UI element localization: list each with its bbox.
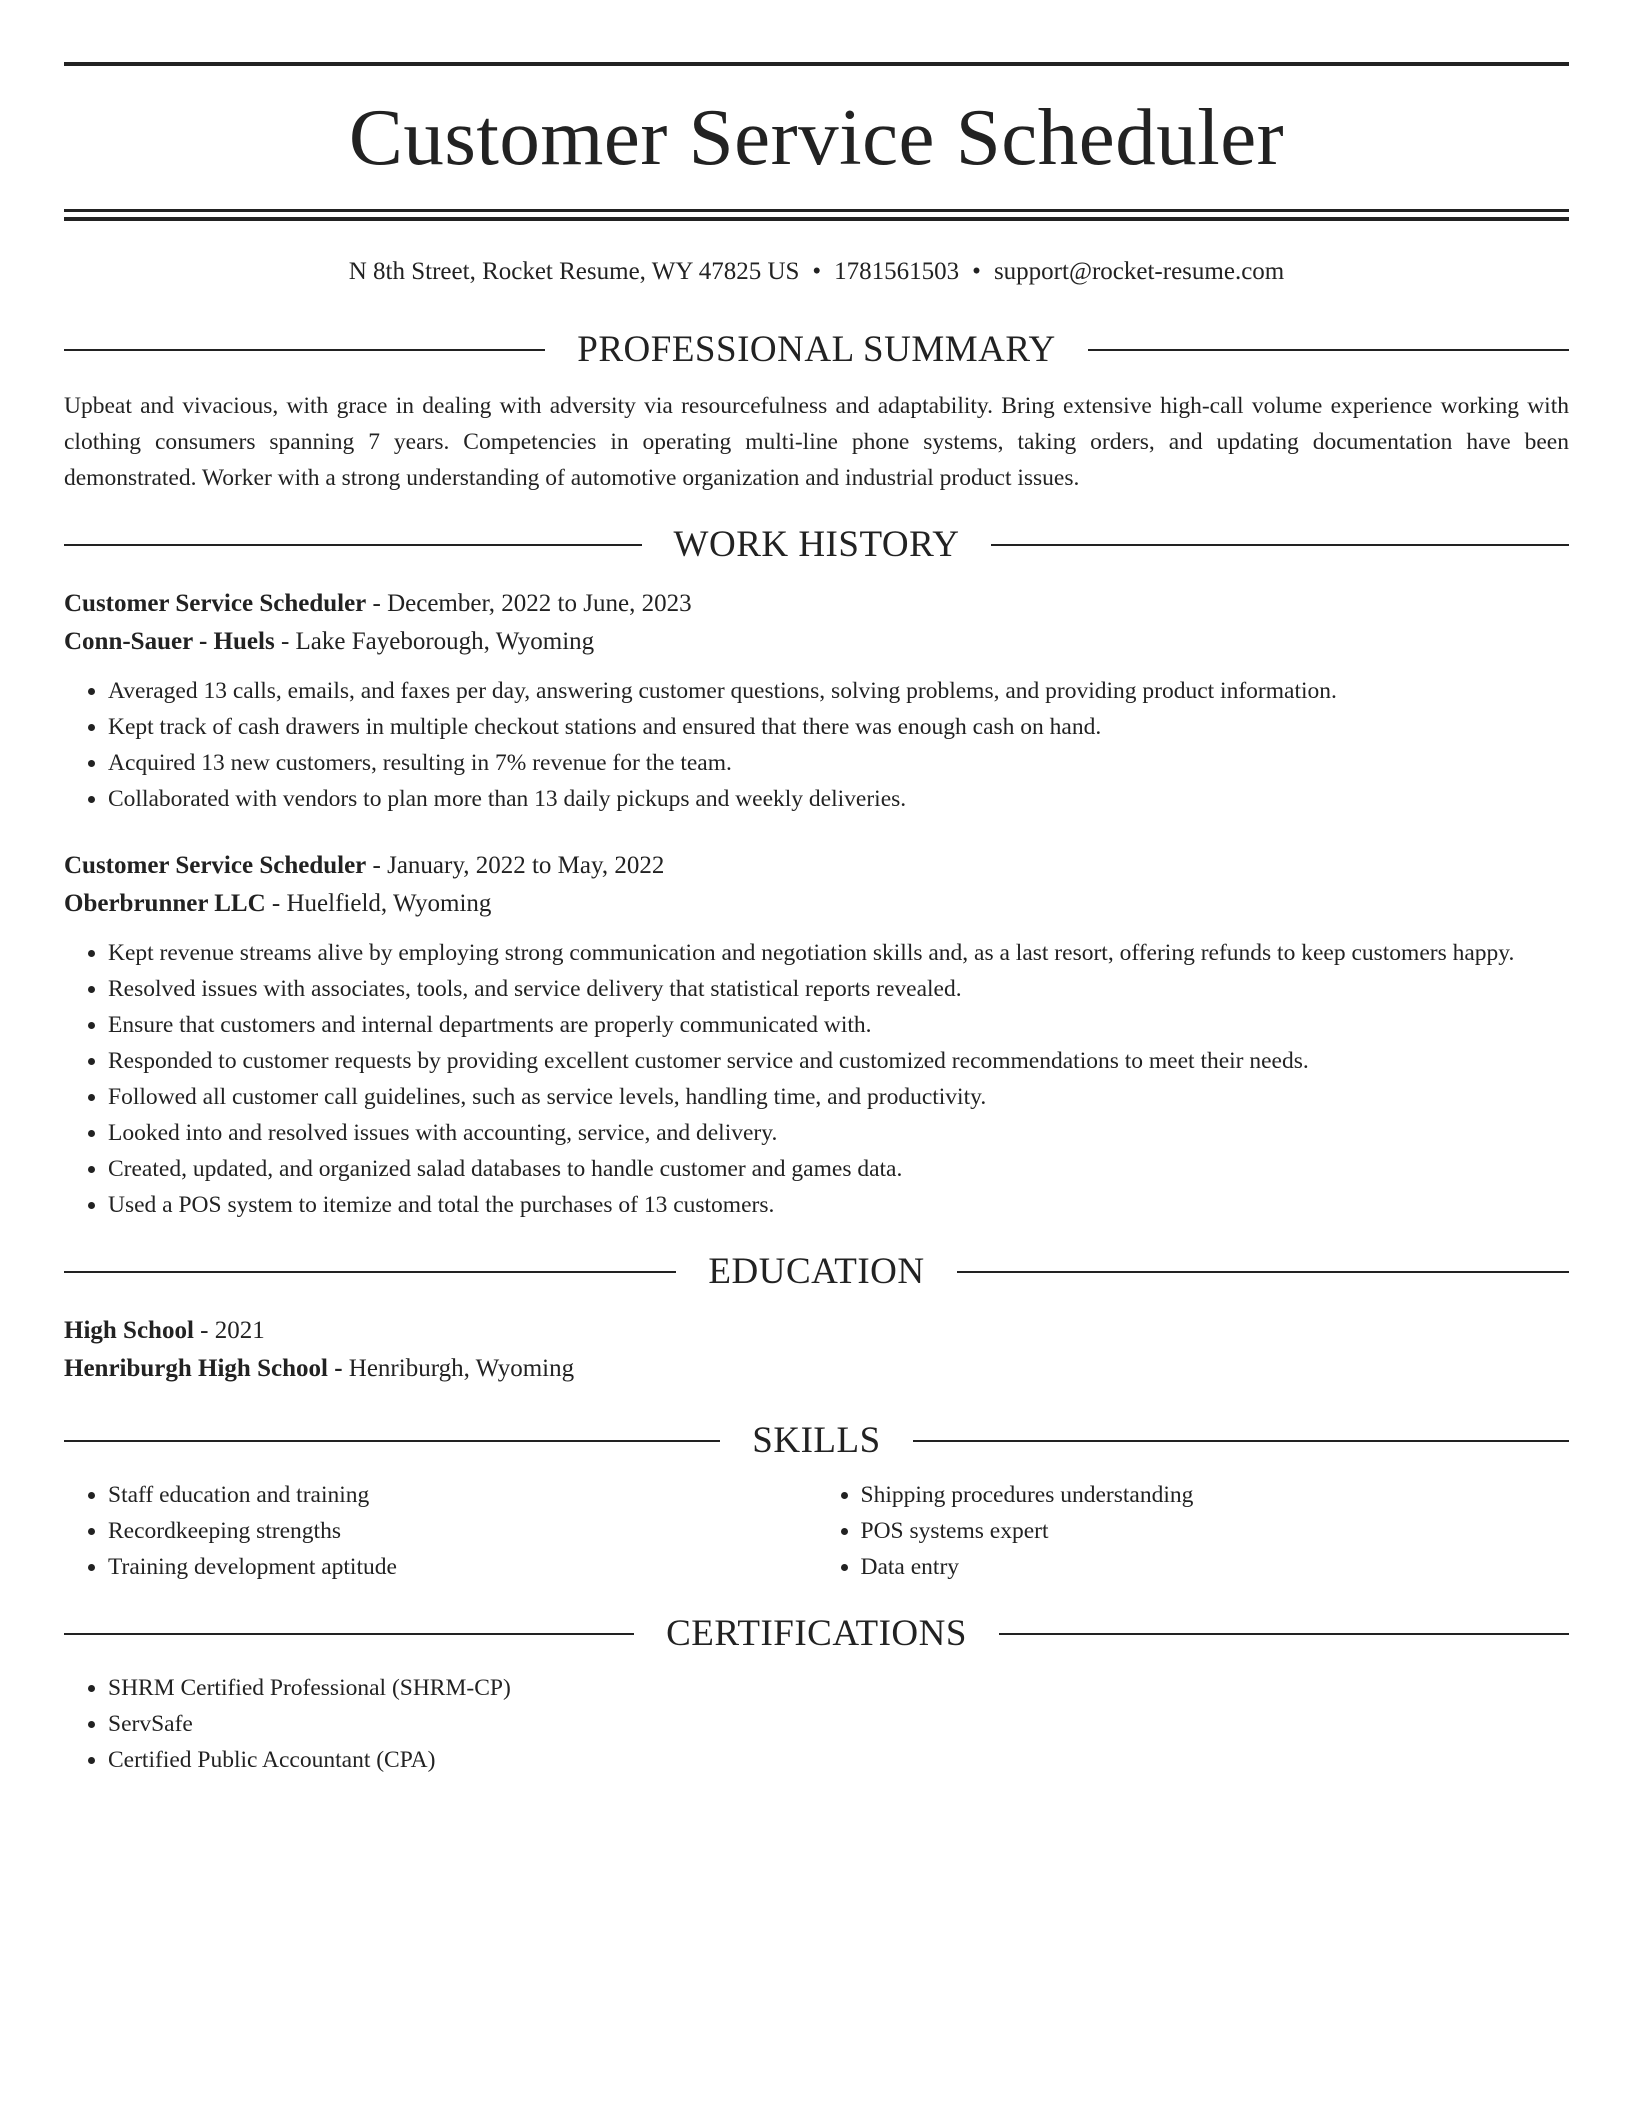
contact-line xyxy=(64,257,1569,287)
education-degree: High School xyxy=(64,1317,194,1344)
section-rule-left xyxy=(64,349,545,351)
contact-separator: • xyxy=(972,258,981,285)
list-item: • Averaged 13 calls, emails, and faxes per day, answering customer questions, solving problems, and providing product information. xyxy=(108,673,1569,709)
contact-address: N 8th Street, Rocket Resume, WY 47825 US xyxy=(348,258,800,285)
section-rule-right xyxy=(1088,349,1569,351)
job-title-line xyxy=(64,585,1569,623)
section-rule-right xyxy=(999,1633,1569,1635)
section-header-certifications xyxy=(64,1615,1569,1652)
section-title-skills: SKILLS xyxy=(752,1420,881,1461)
resume-name: Customer Service Scheduler xyxy=(348,92,1285,182)
job-company: Oberbrunner LLC xyxy=(64,890,266,917)
list-item: • Certified Public Accountant (CPA) xyxy=(108,1742,1569,1778)
section-rule-right xyxy=(991,544,1569,546)
header-double-rule xyxy=(64,209,1569,221)
list-item: • Responded to customer requests by providing excellent customer service and customized recommendations to meet their needs. xyxy=(108,1043,1569,1079)
section-title-summary: PROFESSIONAL SUMMARY xyxy=(577,329,1056,370)
certifications-list xyxy=(64,1670,1569,1778)
list-item: • Followed all customer call guidelines, such as service levels, handling time, and productivity. xyxy=(108,1079,1569,1115)
section-rule-left xyxy=(64,544,642,546)
section-title-education: EDUCATION xyxy=(708,1251,925,1292)
list-item: • Kept revenue streams alive by employing strong communication and negotiation skills and, as a last resort, offering refunds to keep customers happy. xyxy=(108,935,1569,971)
section-rule-left xyxy=(64,1440,720,1442)
header-top-rule xyxy=(64,62,1569,66)
list-item: • SHRM Certified Professional (SHRM-CP) xyxy=(108,1670,1569,1706)
section-rule-left xyxy=(64,1633,634,1635)
job-company-line xyxy=(64,885,1569,923)
contact-phone: 1781561503 xyxy=(834,258,960,285)
skills-list-right xyxy=(817,1477,1570,1585)
summary-paragraph: Upbeat and vivacious, with grace in dealing with adversity via resourcefulness and adaptability. Bring extensive high-call volume experience working with clothing consumers spanning 7 years. Competencies in operating multi-line phone systems, taking orders, and updating documentation have been demonstrated. Worker with a strong understanding of automotive organization and industrial product issues. xyxy=(64,393,1569,491)
section-title-certifications: CERTIFICATIONS xyxy=(666,1613,967,1654)
list-item: • Kept track of cash drawers in multiple checkout stations and ensured that there was enough cash on hand. xyxy=(108,709,1569,745)
job-company-line xyxy=(64,623,1569,661)
skills-columns xyxy=(64,1477,1569,1585)
job-dates: - December, 2022 to June, 2023 xyxy=(366,590,692,617)
list-item: • Looked into and resolved issues with accounting, service, and delivery. xyxy=(108,1115,1569,1151)
section-rule-left xyxy=(64,1271,676,1273)
education-school: Henriburgh High School xyxy=(64,1355,328,1382)
job-location: - Huelfield, Wyoming xyxy=(265,890,492,917)
list-item: • Resolved issues with associates, tools, and service delivery that statistical reports revealed. xyxy=(108,971,1569,1007)
education-separator: - xyxy=(327,1355,349,1382)
list-item: • Training development aptitude xyxy=(108,1549,817,1585)
job-title-line xyxy=(64,847,1569,885)
job-company: Conn-Sauer - Huels xyxy=(64,628,275,655)
list-item: • Staff education and training xyxy=(108,1477,817,1513)
job-dates: - January, 2022 to May, 2022 xyxy=(366,852,665,879)
list-item: • Recordkeeping strengths xyxy=(108,1513,817,1549)
list-item: • POS systems expert xyxy=(861,1513,1570,1549)
education-location: Henriburgh, Wyoming xyxy=(348,1355,575,1382)
section-header-work xyxy=(64,526,1569,563)
list-item: • Collaborated with vendors to plan more than 13 daily pickups and weekly deliveries. xyxy=(108,781,1569,817)
education-year: - 2021 xyxy=(193,1317,265,1344)
list-item: • Created, updated, and organized salad databases to handle customer and games data. xyxy=(108,1151,1569,1187)
contact-email: support@rocket-resume.com xyxy=(993,258,1285,285)
section-header-education xyxy=(64,1253,1569,1290)
list-item: • Data entry xyxy=(861,1549,1570,1585)
section-title-work: WORK HISTORY xyxy=(673,524,960,565)
job-bullets xyxy=(64,673,1569,817)
skills-list-left xyxy=(64,1477,817,1585)
list-item: • Shipping procedures understanding xyxy=(861,1477,1570,1513)
section-header-summary xyxy=(64,331,1569,368)
list-item: • ServSafe xyxy=(108,1706,1569,1742)
list-item: • Used a POS system to itemize and total the purchases of 13 customers. xyxy=(108,1187,1569,1223)
job-title: Customer Service Scheduler xyxy=(64,852,367,879)
education-school-line xyxy=(64,1350,1569,1388)
job-bullets xyxy=(64,935,1569,1223)
contact-separator: • xyxy=(812,258,822,285)
job-entry xyxy=(64,847,1569,1223)
section-rule-right xyxy=(957,1271,1569,1273)
list-item: • Acquired 13 new customers, resulting in 7% revenue for the team. xyxy=(108,745,1569,781)
job-location: - Lake Fayeborough, Wyoming xyxy=(274,628,595,655)
job-title: Customer Service Scheduler xyxy=(64,590,367,617)
section-header-skills xyxy=(64,1422,1569,1459)
section-rule-right xyxy=(913,1440,1569,1442)
education-degree-line xyxy=(64,1312,1569,1350)
job-entry xyxy=(64,585,1569,817)
list-item: • Ensure that customers and internal departments are properly communicated with. xyxy=(108,1007,1569,1043)
